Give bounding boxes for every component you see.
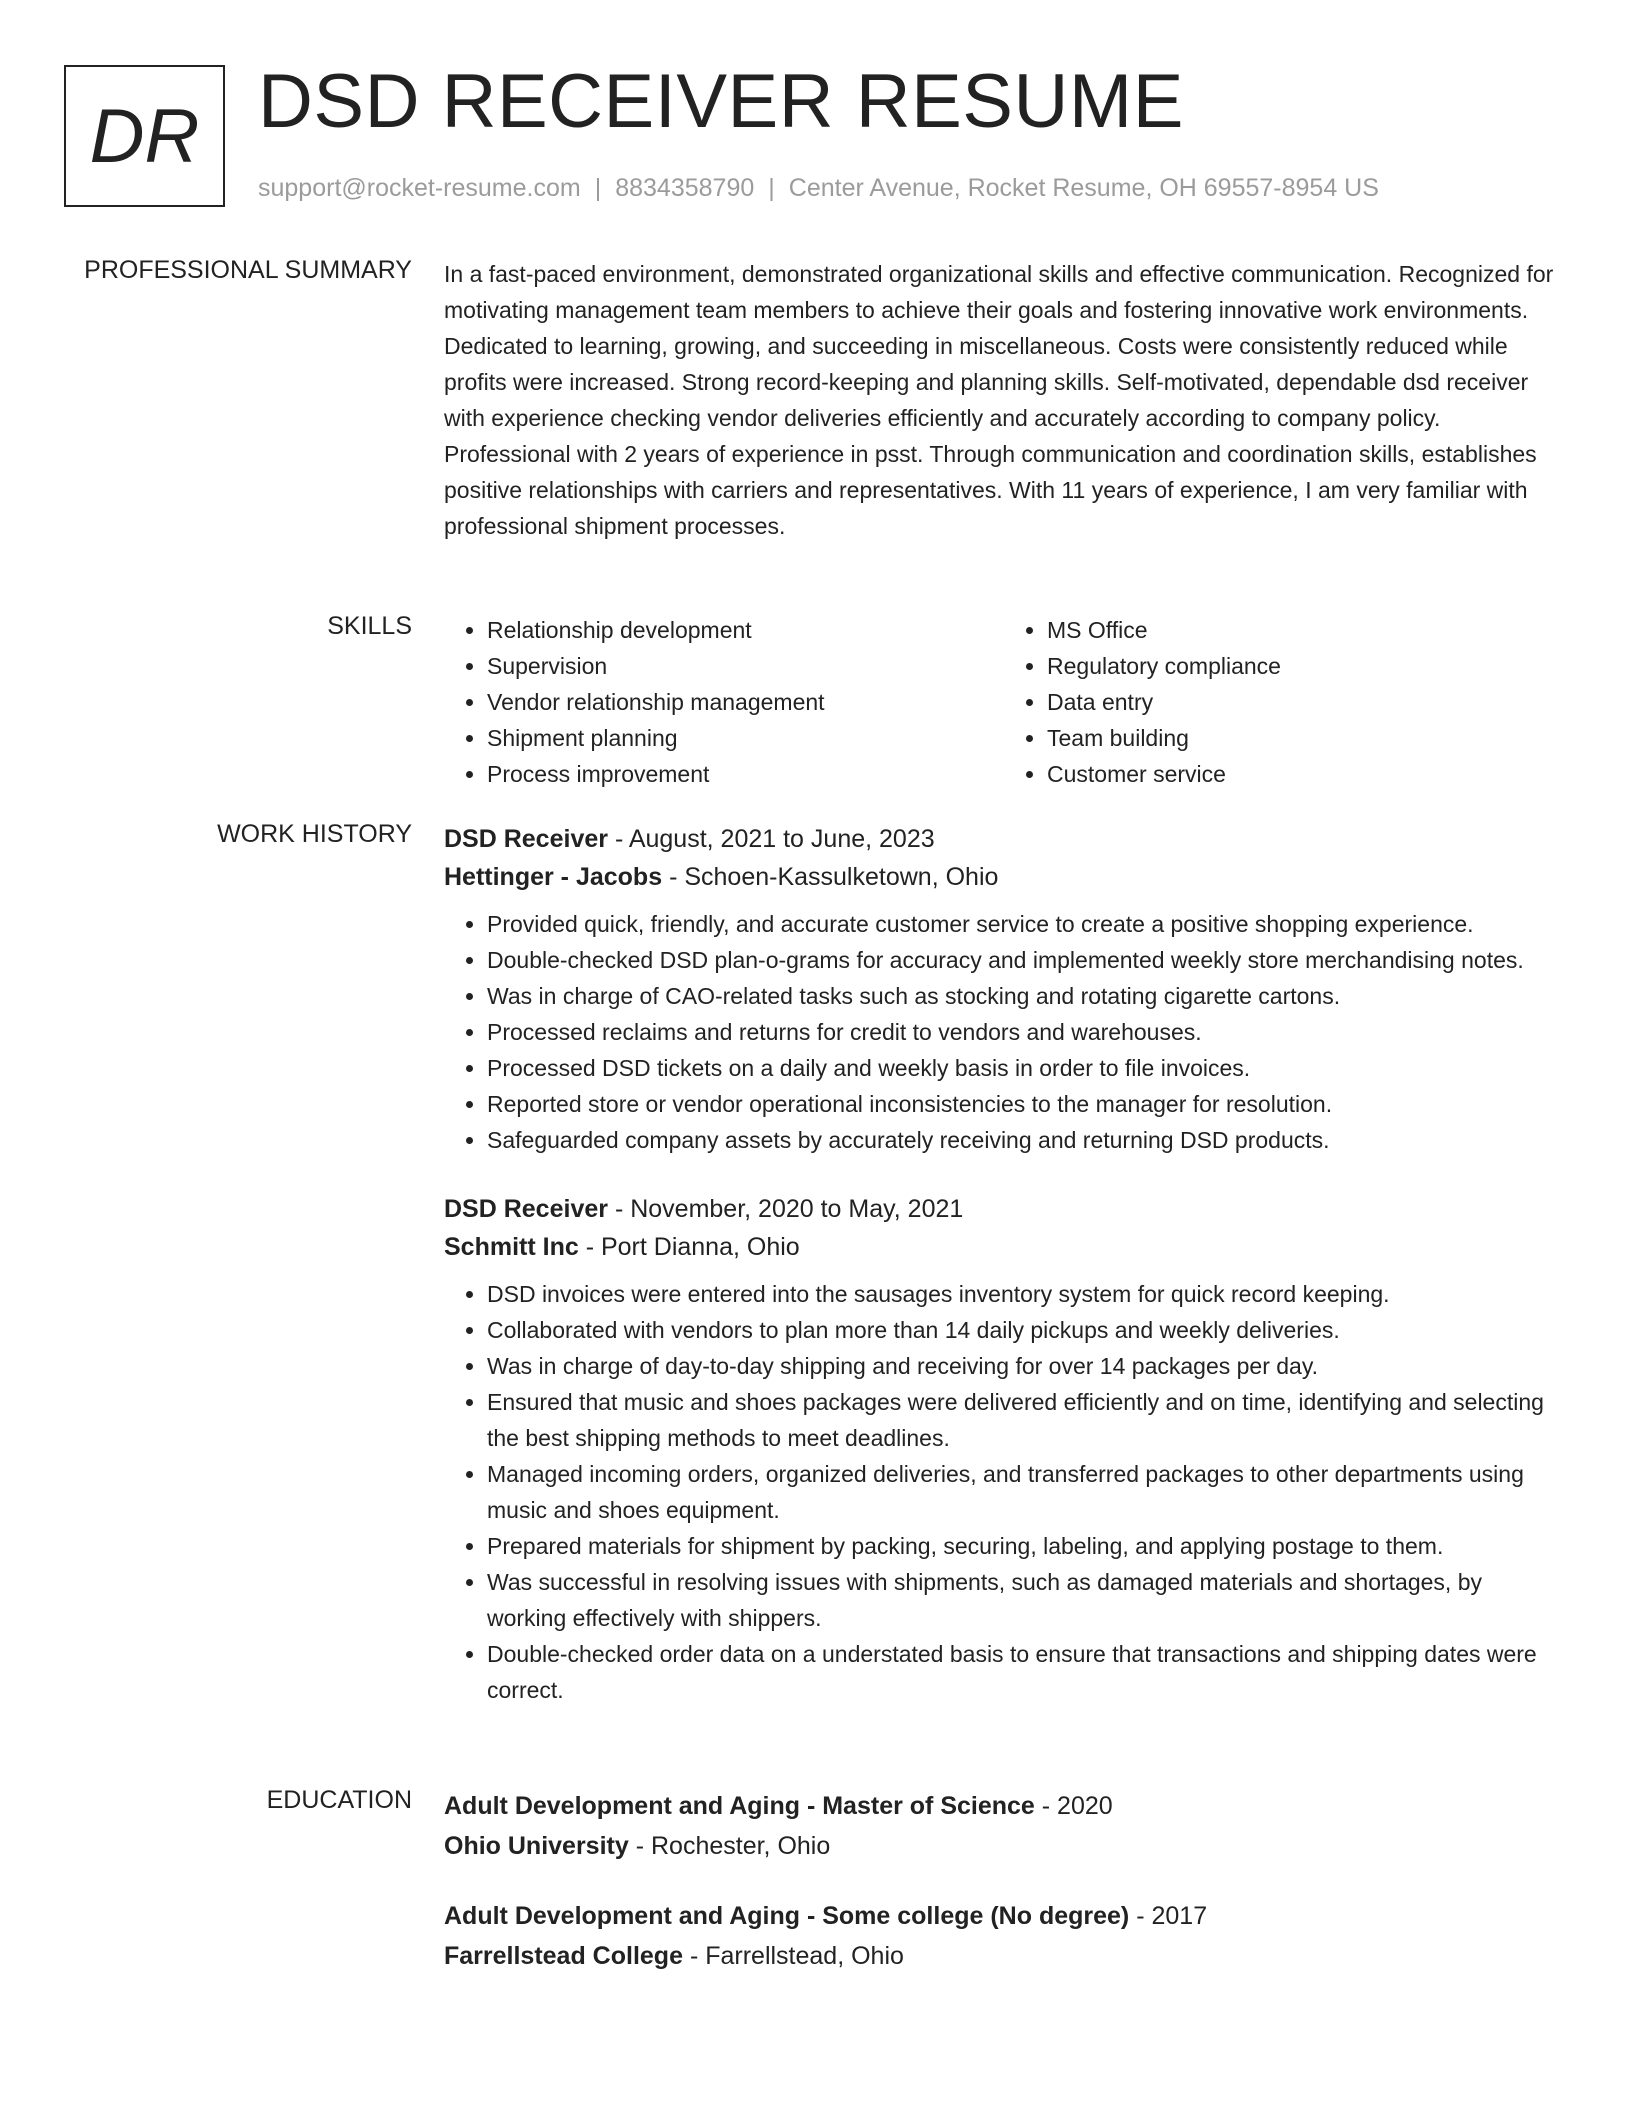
education-location: - Rochester, Ohio [635, 1832, 831, 1860]
job-duty: • Provided quick, friendly, and accurate customer service to create a positive shopping experience. [487, 906, 1564, 942]
education-degree-line [444, 1896, 1564, 1936]
education-label: EDUCATION [266, 1786, 412, 1814]
job-company: Hettinger - Jacobs [444, 863, 663, 891]
education-year: - 2020 [1041, 1792, 1113, 1820]
summary-content [444, 256, 1564, 544]
job-duty: • Ensured that music and shoes packages were delivered efficiently and on time, identifying and selecting the best shipping methods to meet deadlines. [487, 1384, 1564, 1456]
job-company-line [444, 1228, 1564, 1266]
skill-item: • Shipment planning [487, 720, 1004, 756]
job-duties-list [444, 906, 1564, 1158]
job-dates: - November, 2020 to May, 2021 [614, 1195, 964, 1223]
skill-item: • Regulatory compliance [1047, 648, 1564, 684]
monogram-badge [64, 65, 225, 207]
education-degree-line [444, 1786, 1564, 1826]
skills-label: SKILLS [327, 612, 412, 640]
work-history-label: WORK HISTORY [217, 820, 412, 848]
skill-item: • Supervision [487, 648, 1004, 684]
education-entry [444, 1786, 1564, 1866]
education-location: - Farrellstead, Ohio [689, 1942, 904, 1970]
education-school: Ohio University [444, 1832, 629, 1860]
education-content [444, 1786, 1564, 2006]
job-duty: • Processed reclaims and returns for credit to vendors and warehouses. [487, 1014, 1564, 1050]
education-school-line [444, 1826, 1564, 1866]
job-duty: • Double-checked order data on a understated basis to ensure that transactions and shipping dates were correct. [487, 1636, 1564, 1708]
education-year: - 2017 [1136, 1902, 1208, 1930]
job-duty: • Reported store or vendor operational inconsistencies to the manager for resolution. [487, 1086, 1564, 1122]
job-location: - Port Dianna, Ohio [585, 1233, 800, 1261]
education-degree: Adult Development and Aging - Master of Science [444, 1792, 1035, 1820]
contact-line [258, 174, 1379, 203]
skill-item: • MS Office [1047, 612, 1564, 648]
resume-title: DSD RECEIVER RESUME [258, 59, 1184, 144]
job-title: DSD Receiver [444, 1195, 608, 1223]
job-title-line [444, 1190, 1564, 1228]
job-duty: • Safeguarded company assets by accurately receiving and returning DSD products. [487, 1122, 1564, 1158]
education-school-line [444, 1936, 1564, 1976]
job-duty: • Collaborated with vendors to plan more than 14 daily pickups and weekly deliveries. [487, 1312, 1564, 1348]
job-duty: • Was in charge of CAO-related tasks such as stocking and rotating cigarette cartons. [487, 978, 1564, 1014]
monogram-text: DR [89, 93, 200, 179]
job-entry [444, 1190, 1564, 1708]
job-title-line [444, 820, 1564, 858]
job-duties-list [444, 1276, 1564, 1708]
job-duty: • Prepared materials for shipment by packing, securing, labeling, and applying postage to them. [487, 1528, 1564, 1564]
contact-address: Center Avenue, Rocket Resume, OH 69557-8954 US [788, 174, 1379, 202]
contact-separator: | [594, 174, 602, 202]
job-duty: • Was successful in resolving issues with shipments, such as damaged materials and shortages, by working effectively with shippers. [487, 1564, 1564, 1636]
job-duty: • DSD invoices were entered into the sausages inventory system for quick record keeping. [487, 1276, 1564, 1312]
job-duty: • Double-checked DSD plan-o-grams for accuracy and implemented weekly store merchandising notes. [487, 942, 1564, 978]
skills-list-left [444, 612, 1004, 792]
contact-phone[interactable]: 8834358790 [615, 174, 755, 202]
job-company-line [444, 858, 1564, 896]
job-duty: • Processed DSD tickets on a daily and weekly basis in order to file invoices. [487, 1050, 1564, 1086]
skill-item: • Data entry [1047, 684, 1564, 720]
skill-item: • Customer service [1047, 756, 1564, 792]
skills-list-right [1004, 612, 1564, 792]
education-degree: Adult Development and Aging - Some college (No degree) [444, 1902, 1130, 1930]
education-school: Farrellstead College [444, 1942, 683, 1970]
skill-item: • Team building [1047, 720, 1564, 756]
skill-item: • Process improvement [487, 756, 1004, 792]
work-history-content [444, 820, 1564, 1740]
contact-email[interactable]: support@rocket-resume.com [258, 174, 581, 202]
job-duty: • Managed incoming orders, organized deliveries, and transferred packages to other departments using music and shoes equipment. [487, 1456, 1564, 1528]
job-duty: • Was in charge of day-to-day shipping and receiving for over 14 packages per day. [487, 1348, 1564, 1384]
job-location: - Schoen-Kassulketown, Ohio [669, 863, 999, 891]
skill-item: • Relationship development [487, 612, 1004, 648]
summary-text: In a fast-paced environment, demonstrated organizational skills and effective communication. Recognized for motivating management team members to achieve their goals and fostering innovative work environments. Dedicated to learning, growing, and succeeding in miscellaneous. Costs were consistently reduced while profits were increased. Strong record-keeping and planning skills. Self-motivated, dependable dsd receiver with experience checking vendor deliveries efficiently and accurately according to company policy. Professional with 2 years of experience in psst. Through communication and coordination skills, establishes positive relationships with carriers and representatives. With 11 years of experience, I am very familiar with professional shipment processes. [444, 261, 1554, 539]
summary-label: PROFESSIONAL SUMMARY [84, 256, 412, 284]
education-entry [444, 1896, 1564, 1976]
skill-item: • Vendor relationship management [487, 684, 1004, 720]
job-title: DSD Receiver [444, 825, 608, 853]
skills-content [444, 612, 1564, 792]
job-company: Schmitt Inc [444, 1233, 579, 1261]
job-dates: - August, 2021 to June, 2023 [614, 825, 935, 853]
contact-separator: | [768, 174, 775, 202]
job-entry [444, 820, 1564, 1158]
